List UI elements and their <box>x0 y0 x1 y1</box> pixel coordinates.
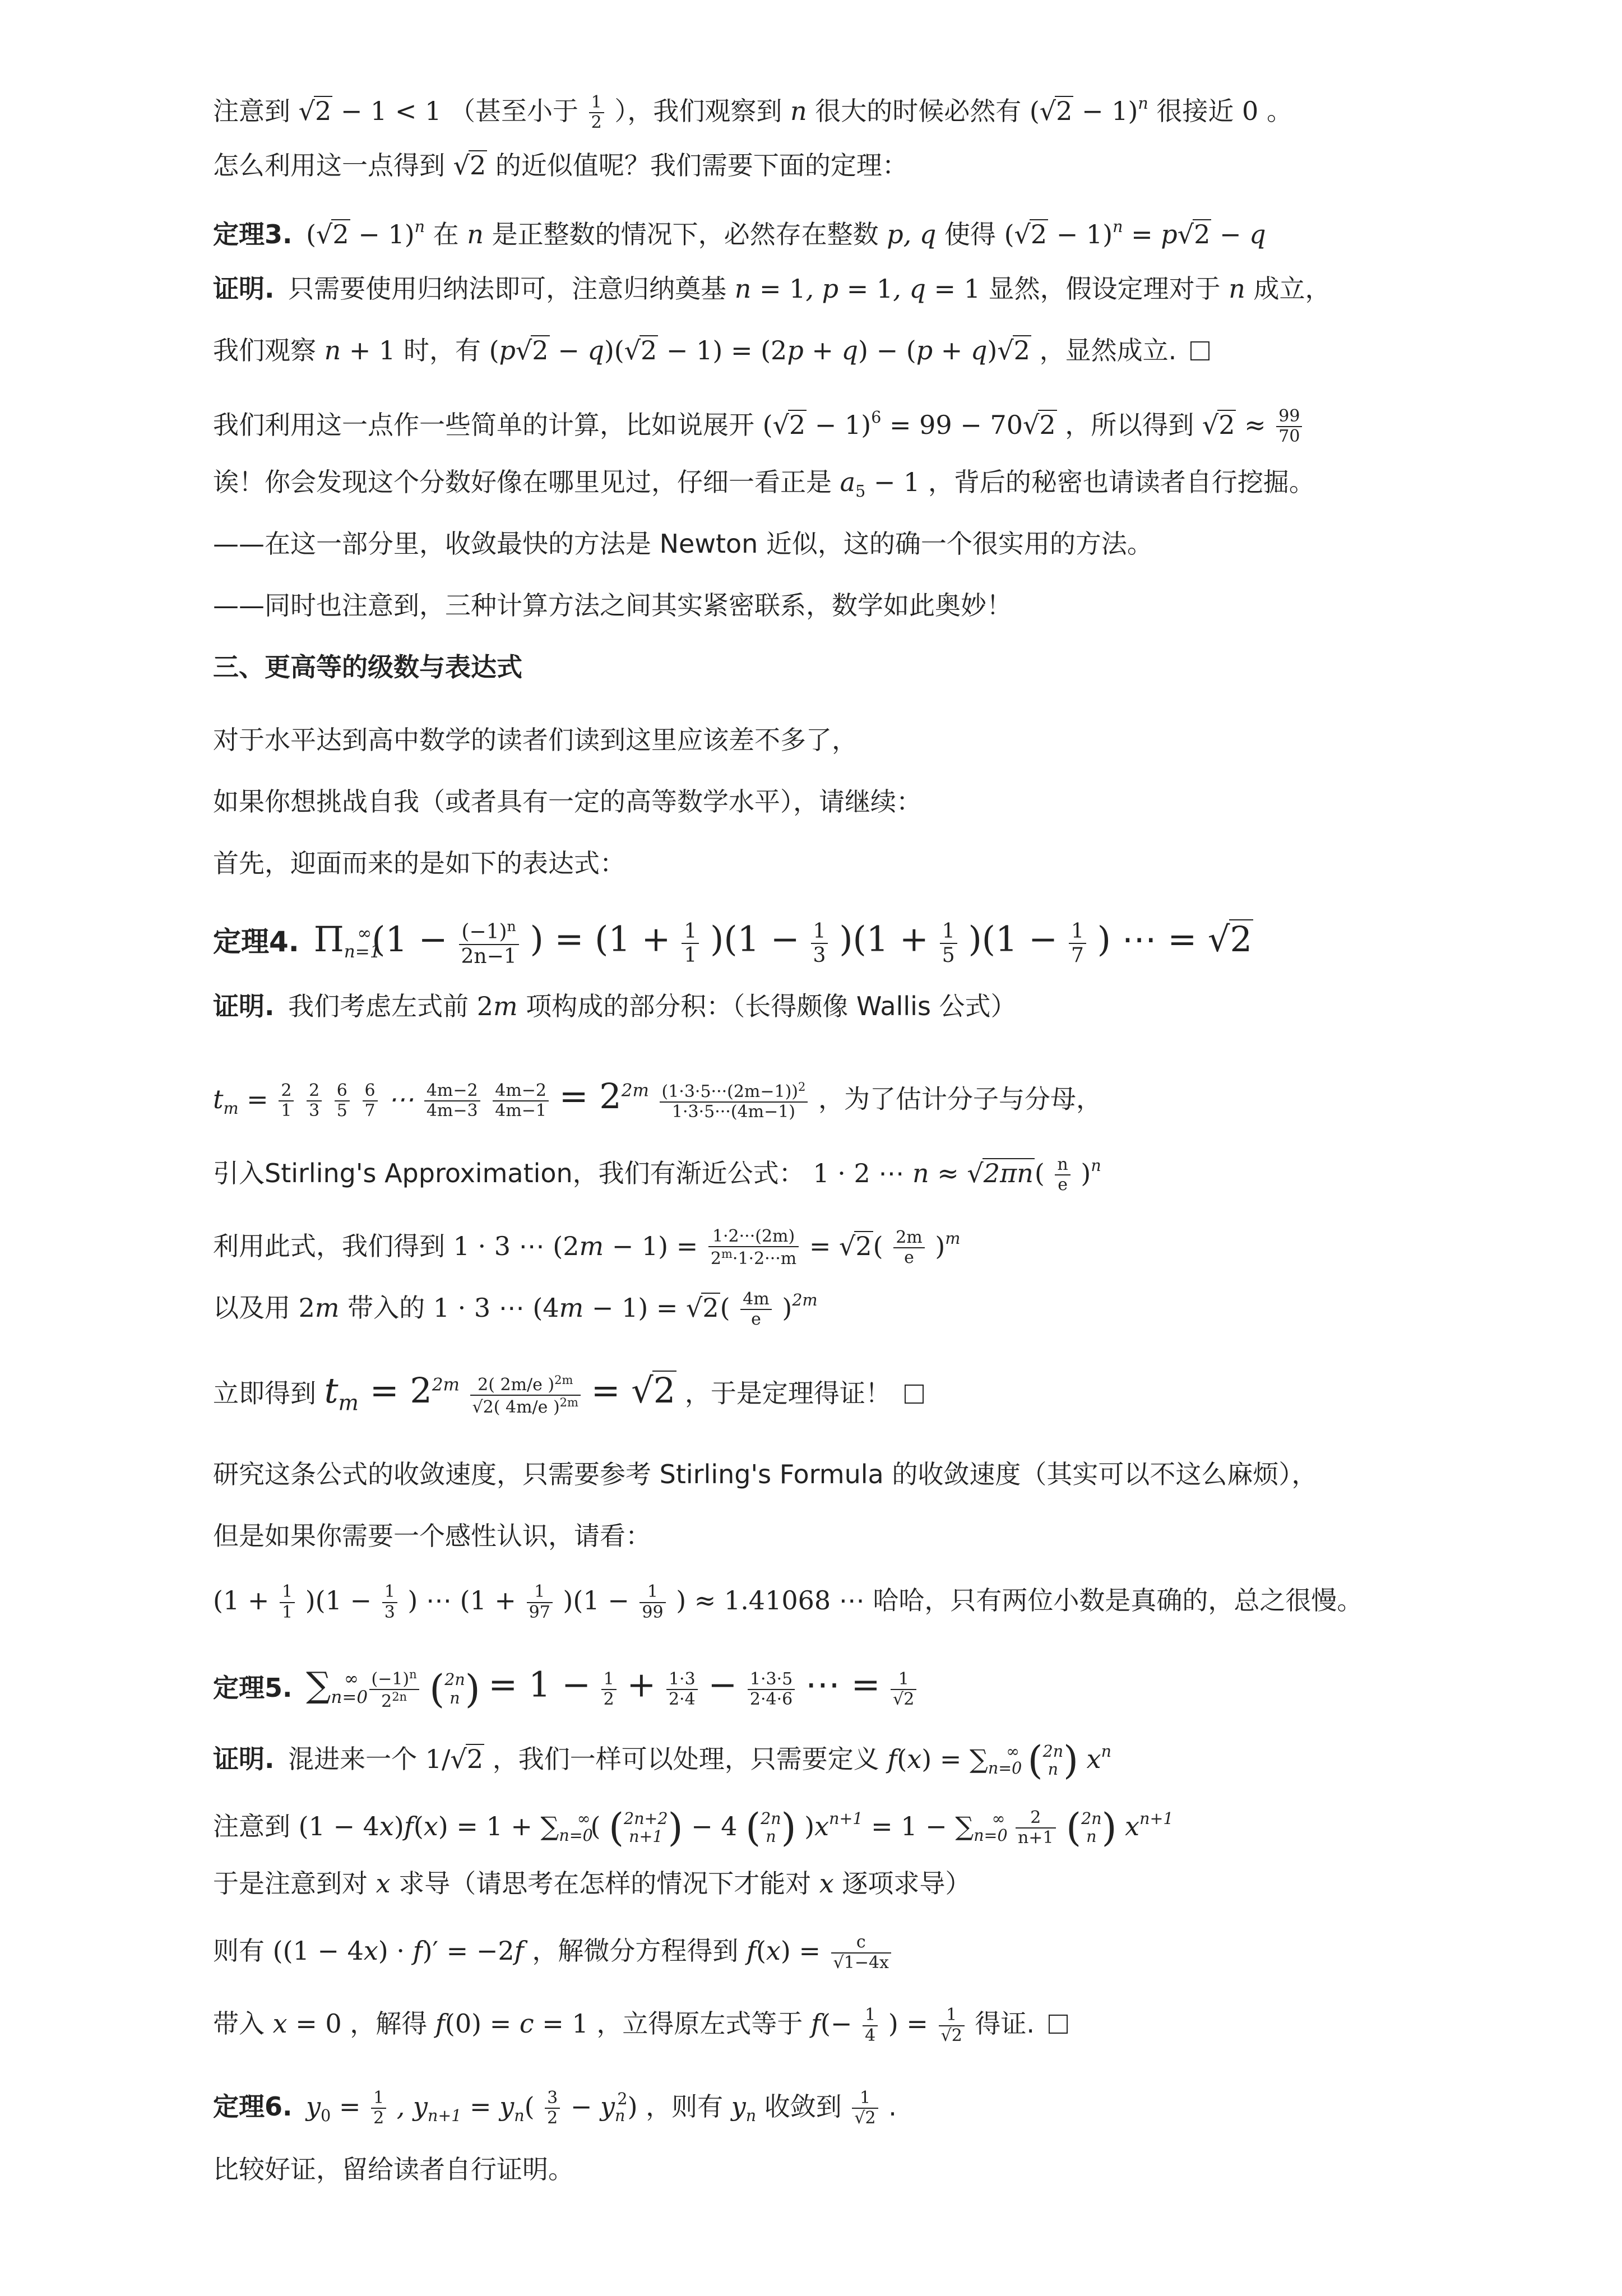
qed-box <box>905 1385 924 1404</box>
text-line: 利用此式，我们得到 1 · 3 ⋯ (2m − 1) = $\frac{1\cdot 2\cdot\cdot\cdot(2m)}{2^m\cdot 1\cdot 2\cdot\cdot\cdot m}$ = √2( $\frac{2m}{e}$ )$^m$ <box>213 1226 961 1269</box>
text-line: 则有 ((1 − 4x) · f)′ = −2f ，解微分方程得到 f(x) = $\frac{c}{√1-4x}$ <box>213 1925 893 1976</box>
math: n = 1, p = 1, q = 1 <box>734 274 980 304</box>
math-fraction: $\frac{(-1)^n}{2n-1}$ <box>459 919 519 968</box>
text-line: 引入Stirling's Approximation，我们有渐近公式： 1 · 2 ⋯ n ≈ √2πn( $\frac{n}{e}$ )$^n$ <box>213 1154 1101 1195</box>
text-line: 于是注意到对 x 求导（请思考在怎样的情况下才能对 x 逐项求导） <box>213 1868 971 1899</box>
text-line: 我们观察 n + 1 时，有 (p√2 − q)(√2 − 1) = (2p + q) − (p + q)√2 ，显然成立. <box>213 331 1209 370</box>
text-line: ——同时也注意到，三种计算方法之间其实紧密联系，数学如此奥妙！ <box>213 590 1012 621</box>
section-heading: 三、更高等的级数与表达式 <box>213 652 522 682</box>
equation-tm: $t_m$ = $\frac{2}{1}$ $\frac{2}{3}$ $\frac{6}{5}$ $\frac{6}{7}$ ⋯ $\frac{4m-2}{4m-3}$ $\frac{4m-2}{4m-1}$ = $2^{2m}$ $\frac{(1\cdot 3\cdot 5\cdot\cdot\cdot(2m-1))^2}{1\cdot 3\cdot 5\cdot\cdot\cdot(4m-1)}$ ，为了估计分子与分母， <box>213 1075 1102 1122</box>
theorem-4: 定理4. $\Pi_{n=1}^\infty(1$ − $\frac{(-1)^n}{2n-1}$ ) = (1 + $\frac{1}{1}$ )(1 − $\frac{1}{3}$ )(1 + $\frac{1}{5}$ )(1 − $\frac{1}{7}$ ) ⋯ = √2 <box>213 918 1252 968</box>
math: √2 ≈ <box>1202 409 1266 440</box>
math: √2 <box>453 150 486 180</box>
math: $(√2 - 1)^n$ <box>306 217 425 249</box>
text-line: 以及用 2m 带入的 1 · 3 ⋯ (4m − 1) = √2( $\frac{4m}{e}$ )$^{2m}$ <box>213 1289 818 1330</box>
math: (p√2 − q)(√2 − 1) = (2p + q) − (p + q)√2 <box>489 335 1030 365</box>
qed-box <box>1190 341 1209 360</box>
text-line: 诶！你会发现这个分数好像在哪里见过，仔细一看正是 $a_5 - 1$ ，背后的秘密也请读者自行挖掘。 <box>213 467 1315 501</box>
text-line: 但是如果你需要一个感性认识，请看： <box>213 1521 651 1551</box>
math: $\Pi_{n=1}^\infty(1$ − <box>313 918 448 962</box>
proof-line: 证明. 只需要使用归纳法即可，注意归纳奠基 n = 1, p = 1, q = 1 显然，假设定理对于 n 成立， <box>213 274 1331 304</box>
text-line: 带入 x = 0 ，解得 f(0) = c = 1 ，立得原左式等于 f(− $\frac{1}{4}$ ) = $\frac{1}{√2}$ 得证. <box>213 1998 1068 2049</box>
text-line: 注意到 √2 − 1 < 1 （甚至小于 $\frac{1}{2}$ ），我们观察到 n 很大的时候必然有 $(√2 - 1)^n$ 很接近 0 。 <box>213 92 1292 133</box>
text-line: 我们利用这一点作一些简单的计算，比如说展开 $(√2 - 1)^6 = 99 - 70√2$ ，所以得到 √2 ≈ $\frac{99}{70}$ <box>213 398 1304 447</box>
text-line: 注意到 $(1 - 4x)f(x) = 1 + \sum_{n=0}^\infty$( ( 2n+2 n+1 ) − 4 ( 2n n ) )$x^{n+1} = 1 - \sum_{n=0}^\infty$ $\frac{2}{n+1}$ ( 2n n ) $x^{n+1}$ <box>213 1806 1174 1851</box>
math: $(√2 - 1)^6 = 99 - 70√2$ <box>762 408 1056 440</box>
math: √2 − 1 < 1 <box>298 95 442 126</box>
proof-line: 证明. 混进来一个 1/√2 ，我们一样可以处理，只需要定义 $f(x) = \sum_{n=0}^\infty$ ( 2n n ) $x^n$ <box>213 1738 1111 1784</box>
text-line: 对于水平达到高中数学的读者们读到这里应该差不多了， <box>213 725 858 755</box>
math: $(√2 - 1)^n$ <box>1029 94 1148 126</box>
text-line: 怎么利用这一点得到 √2 的近似值呢？我们需要下面的定理： <box>213 150 908 180</box>
text-line: 比较好证，留给读者自行证明。 <box>213 2154 574 2184</box>
qed-box <box>1049 2015 1068 2034</box>
text-line: 如果你想挑战自我（或者具有一定的高等数学水平），请继续： <box>213 786 922 817</box>
binomial: ( 2n n ) <box>429 1667 480 1712</box>
theorem-5: 定理5. $\sum_{n=0}^\infty$ $\frac{(-1)^n}{2^{2n}}$ ( 2n n ) = 1 − $\frac{1}{2}$ + $\frac{1\cdot 3}{2\cdot 4}$ − $\frac{1\cdot 3\cdot 5}{2\cdot 4\cdot 6}$ ⋯ = $\frac{1}{√2}$ <box>213 1651 919 1725</box>
text-line: 首先，迎面而来的是如下的表达式： <box>213 848 625 878</box>
text-line: 立即得到 $t_m = 2^{2m}$ $\frac{2( 2m/e )^{2m}}{√2( 4m/e )^{2m}}$ = √2 ，于是定理得证！ <box>213 1348 924 1439</box>
text-line: ——在这一部分里，收敛最快的方法是 Newton 近似，这的确一个很实用的方法。 <box>213 529 1153 559</box>
math: $(√2 - 1)^n = p√2 - q$ <box>1004 217 1266 249</box>
theorem-3: 定理3. $(√2 - 1)^n$ 在 n 是正整数的情况下，必然存在整数 p, q 使得 $(√2 - 1)^n = p√2 - q$ <box>213 217 1266 249</box>
proof-line: 证明. 我们考虑左式前 2m 项构成的部分积：（长得颇像 Wallis 公式） <box>213 991 1017 1021</box>
theorem-6: 定理6. $y_0$ = $\frac{1}{2}$ , $y_{n+1} = y_n$( $\frac{3}{2}$ − $y_n^2$) ，则有 $y_n$ 收敛到 $\frac{1}{√2}$ . <box>213 2087 897 2128</box>
text-line: 研究这条公式的收敛速度，只需要参考 Stirling's Formula 的收敛速度（其实可以不这么麻烦）， <box>213 1459 1318 1489</box>
math-fraction: $\frac{1}{2}$ <box>589 93 604 133</box>
math-fraction: $\frac{99}{70}$ <box>1276 407 1302 447</box>
text-line: (1 + $\frac{1}{1}$ )(1 − $\frac{1}{3}$ ) ⋯ (1 + $\frac{1}{97}$ )(1 − $\frac{1}{99}$ ) ≈ 1.41068 ⋯ 哈哈，只有两位小数是真确的，总之很慢。 <box>213 1582 1363 1622</box>
